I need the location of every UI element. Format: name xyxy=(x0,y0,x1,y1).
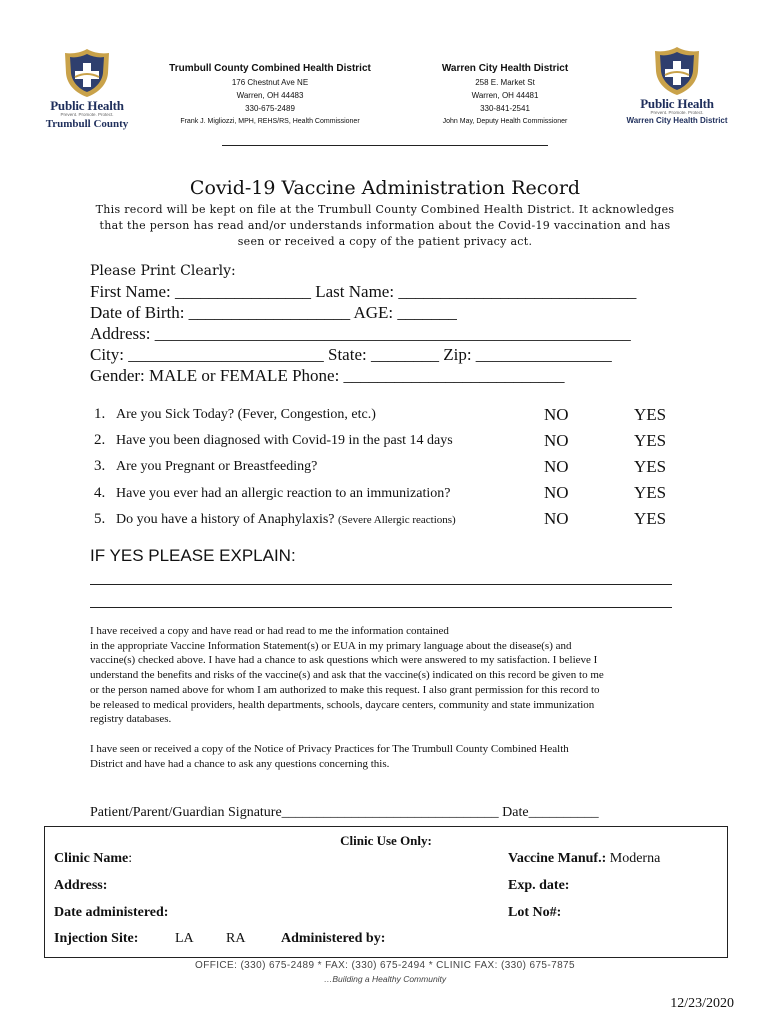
no-option[interactable]: NO xyxy=(544,457,569,476)
district-contact: Frank J. Migliozzi, MPH, REHS/RS, Health Commissioner xyxy=(180,118,360,125)
privacy-line: District and have had a chance to ask any questions concerning this. xyxy=(90,757,390,770)
signature-date-row[interactable]: Patient/Parent/Guardian Signature_______________________________ Date__________ xyxy=(90,805,599,820)
question-number: 2. xyxy=(94,432,106,448)
site-ra-option[interactable]: RA xyxy=(226,931,246,946)
consent-line: or the person named above for whom I am authorized to make this request. I also grant permission for this record to xyxy=(90,683,600,696)
header-divider xyxy=(222,145,548,146)
shield-cross-icon xyxy=(652,45,702,97)
district-title: Trumbull County Combined Health District xyxy=(169,63,371,74)
consent-line: I have received a copy and have read or had read to me the information contained xyxy=(90,625,449,637)
footer-contact: OFFICE: (330) 675-2489 * FAX: (330) 675-2494 * CLINIC FAX: (330) 675-7875 xyxy=(195,960,575,971)
intro-text: This record will be kept on file at the Trumbull County Combined Health District. It acknowledges that the person has read and/or understands information about the Covid-19 vaccination and has seen or received a copy of the patient privacy act. xyxy=(95,203,675,248)
district-address1: 258 E. Market St xyxy=(475,78,535,87)
question-text: Have you ever had an allergic reaction to an immunization? xyxy=(116,486,451,501)
lot-no-label: Lot No#: xyxy=(508,905,562,920)
lot-no-field[interactable] xyxy=(508,905,561,921)
exp-date-label: Exp. date: xyxy=(508,878,570,893)
no-option[interactable]: NO xyxy=(544,405,569,424)
vaccine-manuf-value: Moderna xyxy=(606,851,661,866)
address-row[interactable]: Address: ________________________________________________________ xyxy=(90,324,631,343)
consent-line: registry databases. xyxy=(90,713,172,726)
address-field[interactable] xyxy=(54,878,107,894)
explain-line[interactable] xyxy=(90,584,672,585)
consent-line: understand the benefits and risks of the vaccine(s) and ask that the vaccine(s) indicated on this record be given to me xyxy=(90,669,604,682)
question-item xyxy=(94,406,376,423)
yes-option[interactable]: YES xyxy=(634,457,667,476)
question-item xyxy=(94,432,453,449)
administered-by-field[interactable] xyxy=(281,931,385,947)
city-state-zip-row[interactable]: City: _______________________ State: ________ Zip: ________________ xyxy=(90,345,612,364)
clinic-name-label: Clinic Name xyxy=(54,851,129,866)
district-address2: Warren, OH 44481 xyxy=(471,91,539,100)
injection-site-label: Injection Site: xyxy=(54,931,139,946)
district-address2: Warren, OH 44483 xyxy=(236,91,304,100)
logo-county: Warren City Health District xyxy=(626,116,728,125)
warren-public-health-logo xyxy=(622,45,732,126)
district-title: Warren City Health District xyxy=(441,63,569,74)
logo-tagline: Prevent. Promote. Protect. xyxy=(650,110,704,115)
footer-slogan: …Building a Healthy Community xyxy=(323,974,447,984)
explain-line[interactable] xyxy=(90,607,672,608)
site-la-option[interactable]: LA xyxy=(175,931,194,946)
question-item xyxy=(94,485,450,502)
gender-phone-row[interactable]: Gender: MALE or FEMALE Phone: __________________________ xyxy=(90,366,565,385)
injection-site-field xyxy=(54,931,138,947)
question-number: 4. xyxy=(94,485,106,501)
privacy-line: I have seen or received a copy of the Notice of Privacy Practices for The Trumbull County Combined Health xyxy=(90,743,569,755)
consent-line: in the appropriate Vaccine Information Statement(s) or EUA in my primary language about the disease(s) and xyxy=(90,639,572,652)
question-note: (Severe Allergic reactions) xyxy=(338,514,456,526)
question-number: 3. xyxy=(94,458,106,474)
trumbull-public-health-logo xyxy=(32,47,142,130)
no-option[interactable]: NO xyxy=(544,483,569,502)
vaccine-manuf-label: Vaccine Manuf.: xyxy=(508,851,607,866)
logo-title: Public Health xyxy=(640,96,714,111)
logo-county: Trumbull County xyxy=(45,118,129,130)
yes-option[interactable]: YES xyxy=(634,405,667,424)
trumbull-district-info xyxy=(150,62,390,128)
logo-tagline: Prevent. Promote. Protect. xyxy=(60,112,114,117)
consent-line: vaccine(s) checked above. I have had a chance to ask questions which were answered to my satisfaction. I believe I xyxy=(90,654,598,667)
clinic-use-box xyxy=(44,826,728,958)
privacy-paragraph xyxy=(90,742,682,771)
yes-option[interactable]: YES xyxy=(634,509,667,528)
yes-option[interactable]: YES xyxy=(634,431,667,450)
clinic-name-colon: : xyxy=(128,851,133,866)
dob-age-row[interactable]: Date of Birth: ___________________ AGE: _______ xyxy=(90,303,457,322)
exp-date-field[interactable] xyxy=(508,878,569,894)
district-phone: 330-841-2541 xyxy=(480,104,530,113)
date-administered-label: Date administered: xyxy=(54,905,169,920)
question-item xyxy=(94,511,456,528)
question-number: 1. xyxy=(94,406,106,422)
yes-option[interactable]: YES xyxy=(634,483,667,502)
explain-label: IF YES PLEASE EXPLAIN: xyxy=(90,546,296,565)
no-option[interactable]: NO xyxy=(544,431,569,450)
administered-by-label: Administered by: xyxy=(281,931,386,946)
question-item xyxy=(94,458,317,475)
warren-district-info xyxy=(410,62,600,128)
no-option[interactable]: NO xyxy=(544,509,569,528)
document-title: Covid-19 Vaccine Administration Record xyxy=(189,177,581,199)
vaccine-manuf-field[interactable] xyxy=(508,851,660,867)
district-address1: 176 Chestnut Ave NE xyxy=(231,78,309,87)
date-administered-field[interactable] xyxy=(54,905,168,921)
shield-cross-icon xyxy=(62,47,112,99)
question-number: 5. xyxy=(94,511,106,527)
address-label: Address: xyxy=(54,878,108,893)
question-text: Do you have a history of Anaphylaxis? xyxy=(116,512,335,527)
name-row[interactable]: First Name: ________________ Last Name: ____________________________ xyxy=(90,282,637,301)
logo-title: Public Health xyxy=(50,98,124,113)
clinic-use-header: Clinic Use Only: xyxy=(340,833,432,848)
print-clearly-label: Please Print Clearly: xyxy=(90,263,236,279)
question-text: Are you Pregnant or Breastfeeding? xyxy=(116,459,318,474)
clinic-name-field[interactable] xyxy=(54,851,132,867)
consent-line: be released to medical providers, health departments, schools, daycare centers, community and state immunization xyxy=(90,698,595,711)
question-text: Have you been diagnosed with Covid-19 in the past 14 days xyxy=(116,433,453,448)
document-date: 12/23/2020 xyxy=(670,996,734,1011)
consent-paragraph xyxy=(90,624,682,727)
district-contact: John May, Deputy Health Commissioner xyxy=(442,118,568,125)
question-text: Are you Sick Today? (Fever, Congestion, etc.) xyxy=(116,407,376,422)
district-phone: 330-675-2489 xyxy=(245,104,295,113)
